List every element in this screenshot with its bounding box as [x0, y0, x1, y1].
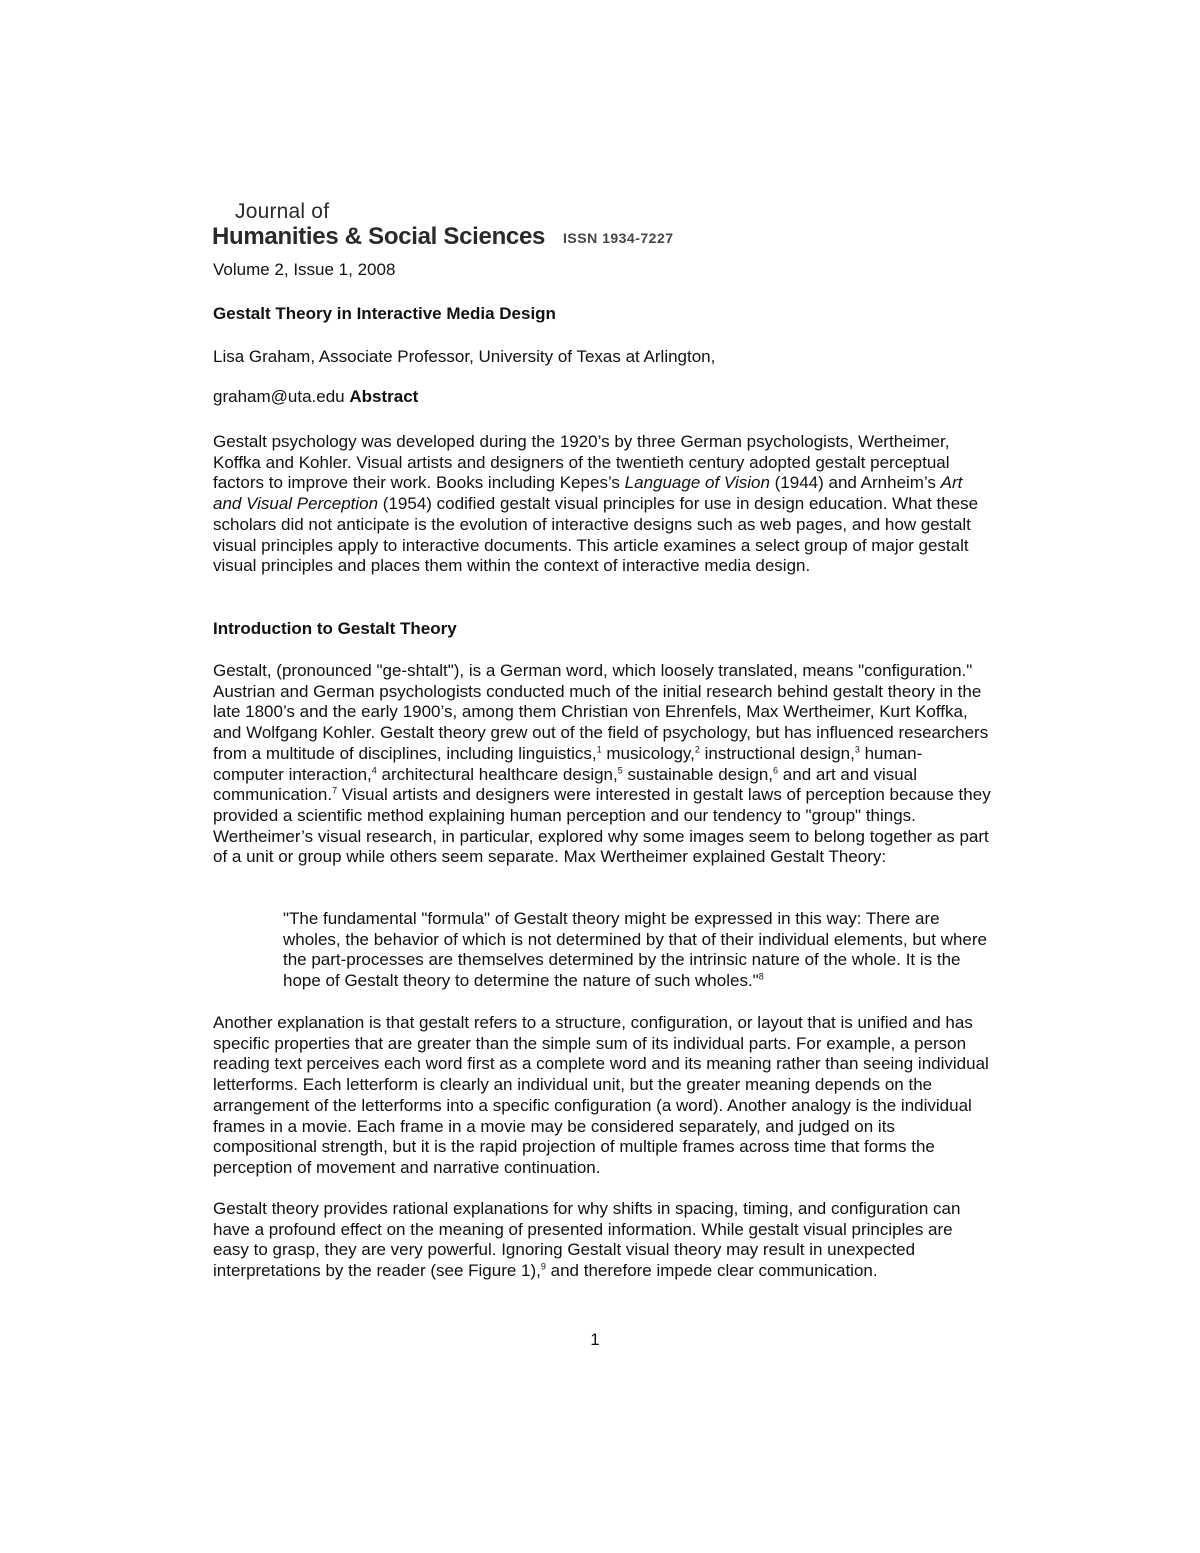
footnote-ref-5: 5: [617, 764, 623, 775]
intro-text-7: and art and visual communication.: [213, 764, 917, 805]
footnote-ref-4: 4: [371, 764, 377, 775]
abstract-heading: Abstract: [349, 387, 419, 406]
footnote-ref-1: 1: [596, 744, 602, 755]
intro-text-1: Gestalt, (pronounced "ge-shtalt"), is a German word, which loosely translated, means "configuration." Austrian and German psychologists conducted much of the initial research behind gestalt theory in the late 1800’s and the early 1900’s, among them Christian von Ehrenfels, Max Wertheimer, Kurt Koffka, and Wolfgang Kohler. Gestalt theory grew out of the field of psychology, but has influenced researchers from a multitude of disciplines, including linguistics,: [213, 661, 989, 763]
intro-text-6: sustainable design,: [622, 764, 774, 784]
volume-issue: Volume 2, Issue 1, 2008: [213, 260, 396, 279]
footnote-ref-8: 8: [758, 971, 764, 982]
quote-text: "The fundamental "formula" of Gestalt theory might be expressed in this way: There are wholes, the behavior of which is not determined by that of their individual elements, but where the part-processes are themselves determined by the intrinsic nature of the whole. It is the hope of Gestalt theory to determine the nature of such wholes.": [283, 909, 988, 991]
intro-text-2: musicology,: [601, 743, 695, 763]
abstract-book-1: Language of Vision: [624, 473, 770, 493]
author-email: graham@uta.edu: [213, 387, 345, 406]
body-paragraph-3: [213, 1199, 993, 1282]
abstract-text-1: Gestalt psychology was developed during the 1920’s by three German psychologists, Wertheimer, Koffka and Kohler. Visual artists and designers of the twentieth century adopted gestalt perceptual factors to improve their work. Books including Kepes’s: [213, 432, 950, 493]
abstract-book-2: Art and Visual Perception: [213, 473, 963, 514]
section-heading-introduction: Introduction to Gestalt Theory: [213, 619, 457, 638]
abstract-text-3: (1954) codified gestalt visual principles for use in design education. What these scholars did not anticipate is the evolution of interactive designs such as web pages, and how gestalt visual principles apply to interactive documents. This article examines a select group of major gestalt visual principles and places them within the context of interactive media design.: [213, 494, 979, 576]
body-paragraph-2: Another explanation is that gestalt refers to a structure, configuration, or layout that is unified and has specific properties that are greater than the simple sum of its individual parts. For example, a person reading text perceives each word first as a complete word and its meaning rather than seeing individual letterforms. Each letterform is clearly an individual unit, but the greater meaning depends on the arrangement of the letterforms into a specific configuration (a word). Another analogy is the individual frames in a movie. Each frame in a movie may be considered separately, and judged on its compositional strength, but it is the rapid projection of multiple frames across time that forms the perception of movement and narrative continuation.: [213, 1013, 989, 1177]
masthead-journal-of: Journal of: [235, 200, 330, 223]
para3-tail: and therefore impede clear communication.: [545, 1261, 878, 1281]
block-quote: [283, 909, 993, 992]
author-line: Lisa Graham, Associate Professor, University of Texas at Arlington,: [213, 347, 716, 366]
footnote-ref-7: 7: [332, 785, 338, 796]
masthead-issn: ISSN 1934-7227: [563, 230, 674, 246]
intro-text-3: instructional design,: [699, 743, 855, 763]
article-title: Gestalt Theory in Interactive Media Design: [213, 304, 556, 323]
masthead-journal-name: Humanities & Social Sciences: [212, 223, 546, 250]
footnote-ref-2: 2: [694, 744, 700, 755]
abstract-paragraph: [213, 432, 983, 577]
footnote-ref-9: 9: [540, 1261, 546, 1272]
footnote-ref-6: 6: [773, 764, 779, 775]
intro-text-8: Visual artists and designers were interested in gestalt laws of perception because they provided a scientific method explaining human perception and our tendency to "group" things. Wertheimer’s visual research, in particular, explored why some images seem to belong together as part of a unit or group while others seem separate. Max Wertheimer explained Gestalt Theory:: [213, 785, 991, 867]
page-number: 1: [590, 1330, 600, 1349]
email-abstract-line: [213, 387, 993, 408]
journal-masthead-logo: [212, 200, 692, 252]
intro-text-4: human-computer interaction,: [213, 743, 923, 784]
intro-text-5: architectural healthcare design,: [376, 764, 618, 784]
footnote-ref-3: 3: [854, 744, 860, 755]
intro-paragraph: [213, 661, 993, 868]
abstract-text-2: (1944) and Arnheim’s: [769, 473, 941, 493]
para3-text: Gestalt theory provides rational explanations for why shifts in spacing, timing, and configuration can have a profound effect on the meaning of presented information. While gestalt visual principles are easy to grasp, they are very powerful. Ignoring Gestalt visual theory may result in unexpected interpretations by the reader (see Figure 1),: [213, 1199, 961, 1281]
